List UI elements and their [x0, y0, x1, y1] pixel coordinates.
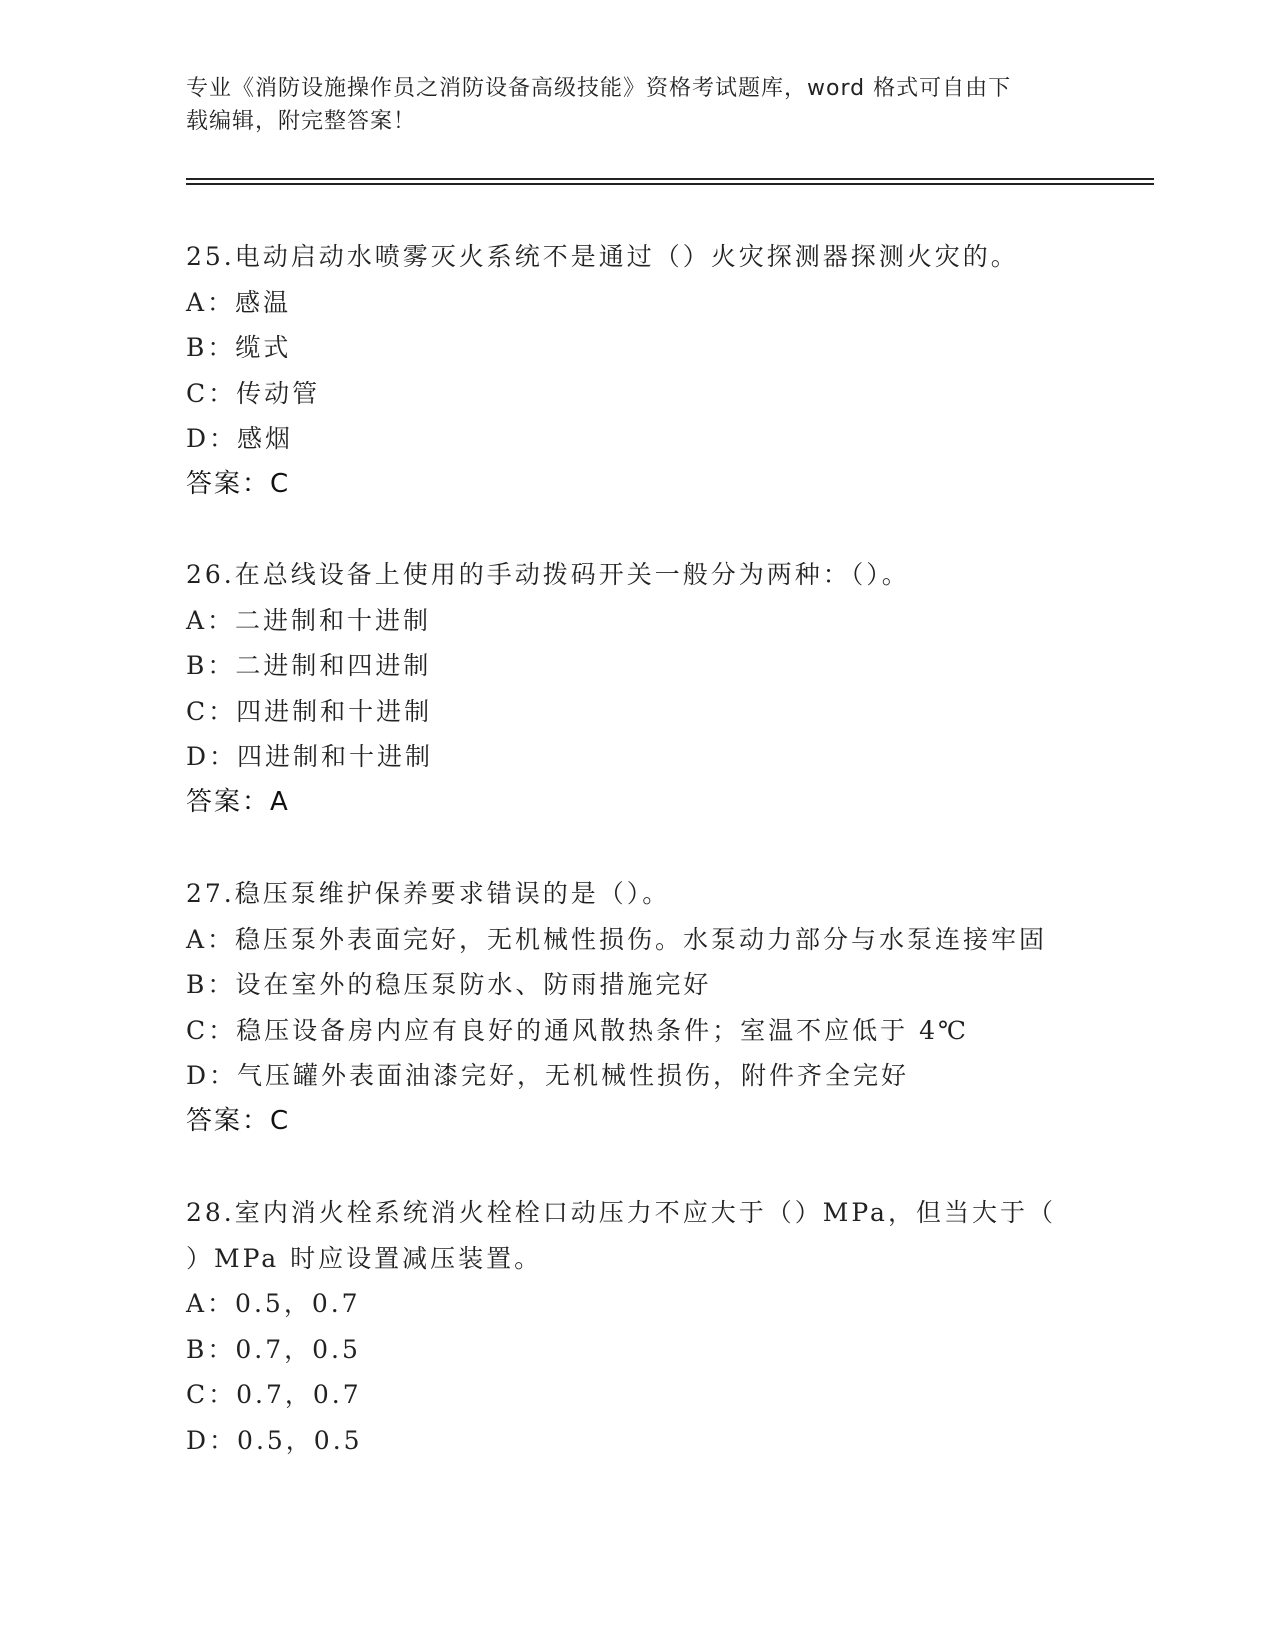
- option-c: C：稳压设备房内应有良好的通风散热条件；室温不应低于 4℃: [186, 1015, 969, 1045]
- option-d: D：0.5，0.5: [186, 1425, 363, 1455]
- answer-line: 答案：C: [186, 468, 291, 499]
- option-a: A：0.5，0.7: [186, 1289, 361, 1318]
- header-divider-top: [186, 178, 1154, 180]
- question-title: 27.稳压泵维护保养要求错误的是（）。: [186, 879, 671, 908]
- header-line-1: 专业《消防设施操作员之消防设备高级技能》资格考试题库，word 格式可自由下: [186, 76, 1012, 101]
- answer-line: 答案：C: [186, 1105, 291, 1136]
- option-d: D：感烟: [186, 424, 294, 453]
- question-title-line-2: ）MPa 时应设置减压装置。: [186, 1243, 543, 1273]
- question-title-line-1: 28.室内消火栓系统消火栓栓口动压力不应大于（）MPa，但当大于（: [186, 1198, 1056, 1227]
- option-a: A：感温: [186, 287, 292, 317]
- question-title: 26.在总线设备上使用的手动拨码开关一般分为两种：（）。: [186, 560, 910, 589]
- option-c: C：0.7，0.7: [186, 1380, 362, 1409]
- option-b: B：缆式: [186, 333, 292, 362]
- question-28: [186, 1190, 1086, 1463]
- option-b: B：0.7，0.5: [186, 1334, 361, 1364]
- document-header: [186, 72, 1066, 138]
- option-b: B：二进制和四进制: [186, 651, 432, 680]
- option-d: D：气压罐外表面油漆完好，无机械性损伤，附件齐全完好: [186, 1061, 910, 1090]
- answer-line: 答案：A: [186, 786, 290, 817]
- question-25: [186, 234, 1086, 507]
- option-a: A：二进制和十进制: [186, 605, 432, 635]
- header-divider-bottom: [186, 183, 1154, 185]
- question-27: [186, 871, 1086, 1144]
- question-title: 25.电动启动水喷雾灭火系统不是通过（）火灾探测器探测火灾的。: [186, 242, 1019, 271]
- option-b: B：设在室外的稳压泵防水、防雨措施完好: [186, 970, 712, 999]
- header-line-2: 载编辑，附完整答案！: [186, 109, 417, 134]
- question-26: [186, 552, 1086, 825]
- option-c: C：传动管: [186, 378, 321, 408]
- option-d: D：四进制和十进制: [186, 742, 434, 771]
- option-a: A：稳压泵外表面完好，无机械性损伤。水泵动力部分与水泵连接牢固: [186, 924, 1048, 954]
- option-c: C：四进制和十进制: [186, 696, 433, 726]
